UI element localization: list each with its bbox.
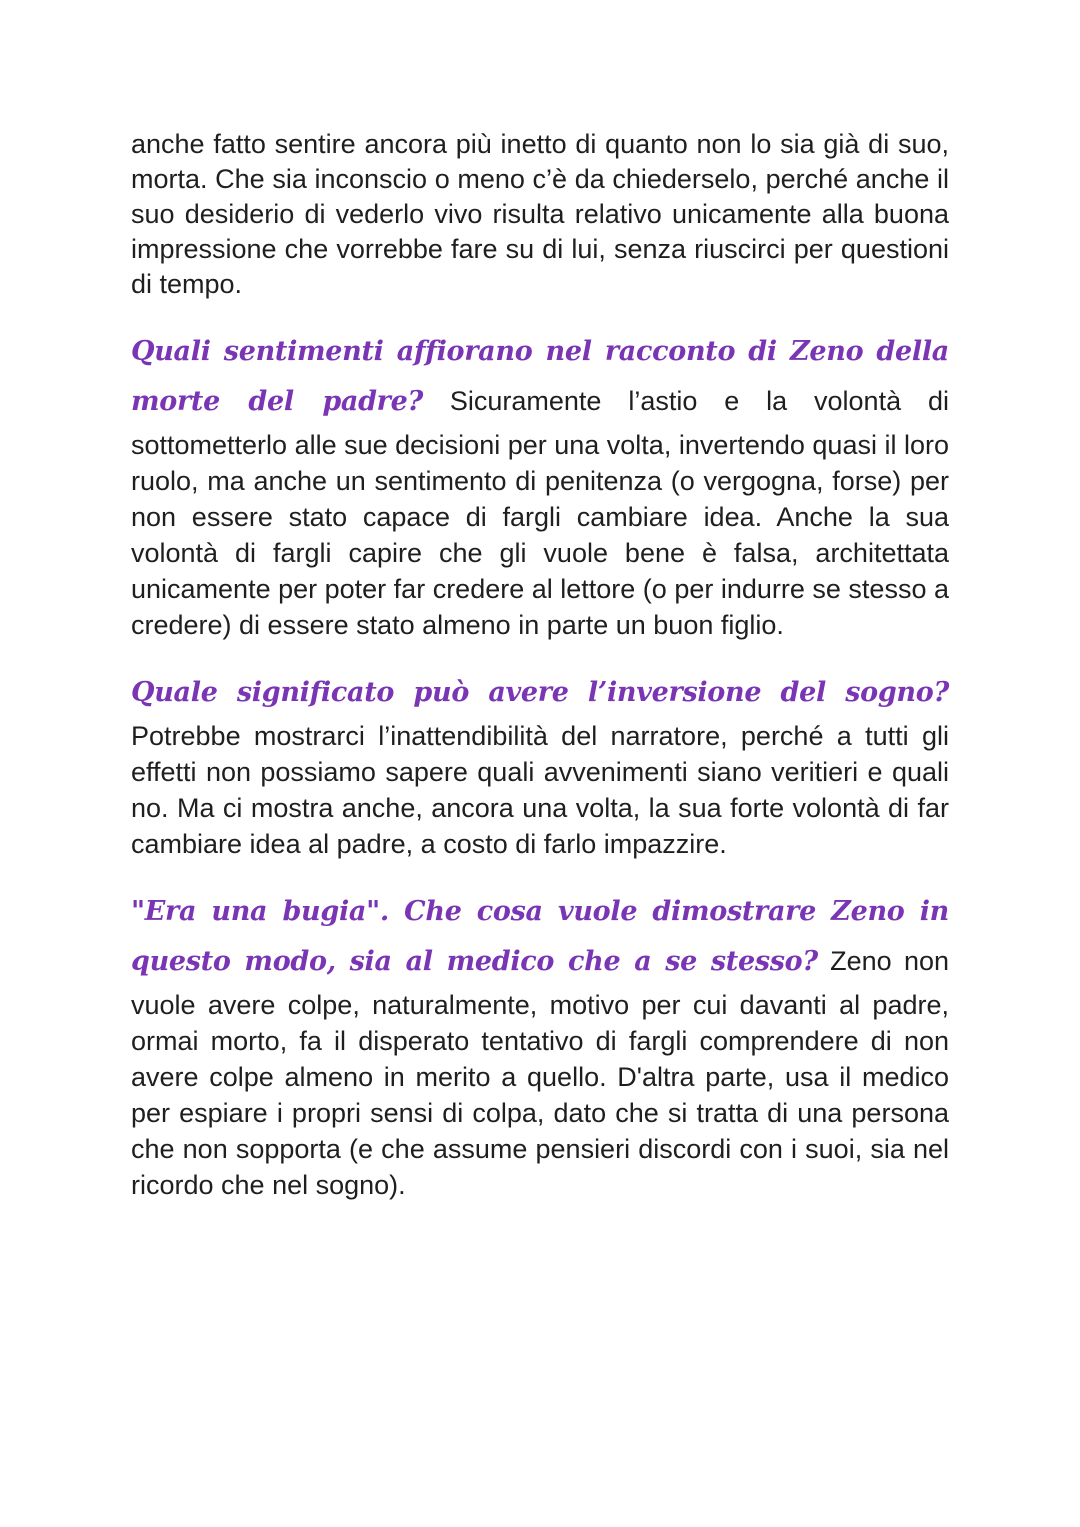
section-dream-inversion: [131, 668, 949, 862]
intro-paragraph: anche fatto sentire ancora più inetto di quanto non lo sia già di suo, morta. Che sia inconscio o meno c’è da chiederselo, perché anche il suo desiderio di vederlo vivo risulta relativo unicamente alla buona impressione che vorrebbe fare su di lui, senza riuscirci per questioni di tempo.: [131, 129, 949, 299]
document-page: [131, 127, 949, 1228]
question-dream-inversion: Quale significato può avere l’inversione del sogno?: [131, 677, 949, 708]
answer-dream-inversion: Potrebbe mostrarci l’inattendibilità del narratore, perché a tutti gli effetti non possiamo sapere quali avvenimenti siano veritieri e quali no. Ma ci mostra anche, ancora una volta, la sua forte volontà di far cambiare idea al padre, a costo di farlo impazzire.: [131, 721, 949, 859]
answer-feelings: Sicuramente l’astio e la volontà di sottometterlo alle sue decisioni per una volta, invertendo quasi il loro ruolo, ma anche un sentimento di penitenza (o vergogna, forse) per non essere stato capace di fargli cambiare idea. Anche la sua volontà di fargli capire che gli vuole bene è falsa, architettata unicamente per poter far credere al lettore (o per indurre se stesso a credere) di essere stato almeno in parte un buon figlio.: [131, 386, 949, 640]
section-lie: [131, 887, 949, 1203]
question-feelings: Quali sentimenti affiorano nel racconto di Zeno della morte del padre?: [131, 336, 949, 417]
answer-lie: Zeno non vuole avere colpe, naturalmente, motivo per cui davanti al padre, ormai morto, fa il disperato tentativo di fargli comprendere di non avere colpe almeno in merito a quello. D'altra parte, usa il medico per espiare i propri sensi di colpa, dato che si tratta di una persona che non sopporta (e che assume pensieri discordi con i suoi, sia nel ricordo che nel sogno).: [131, 946, 949, 1200]
section-feelings: [131, 327, 949, 643]
question-lie: "Era una bugia". Che cosa vuole dimostrare Zeno in questo modo, sia al medico che a se stesso?: [131, 896, 949, 977]
